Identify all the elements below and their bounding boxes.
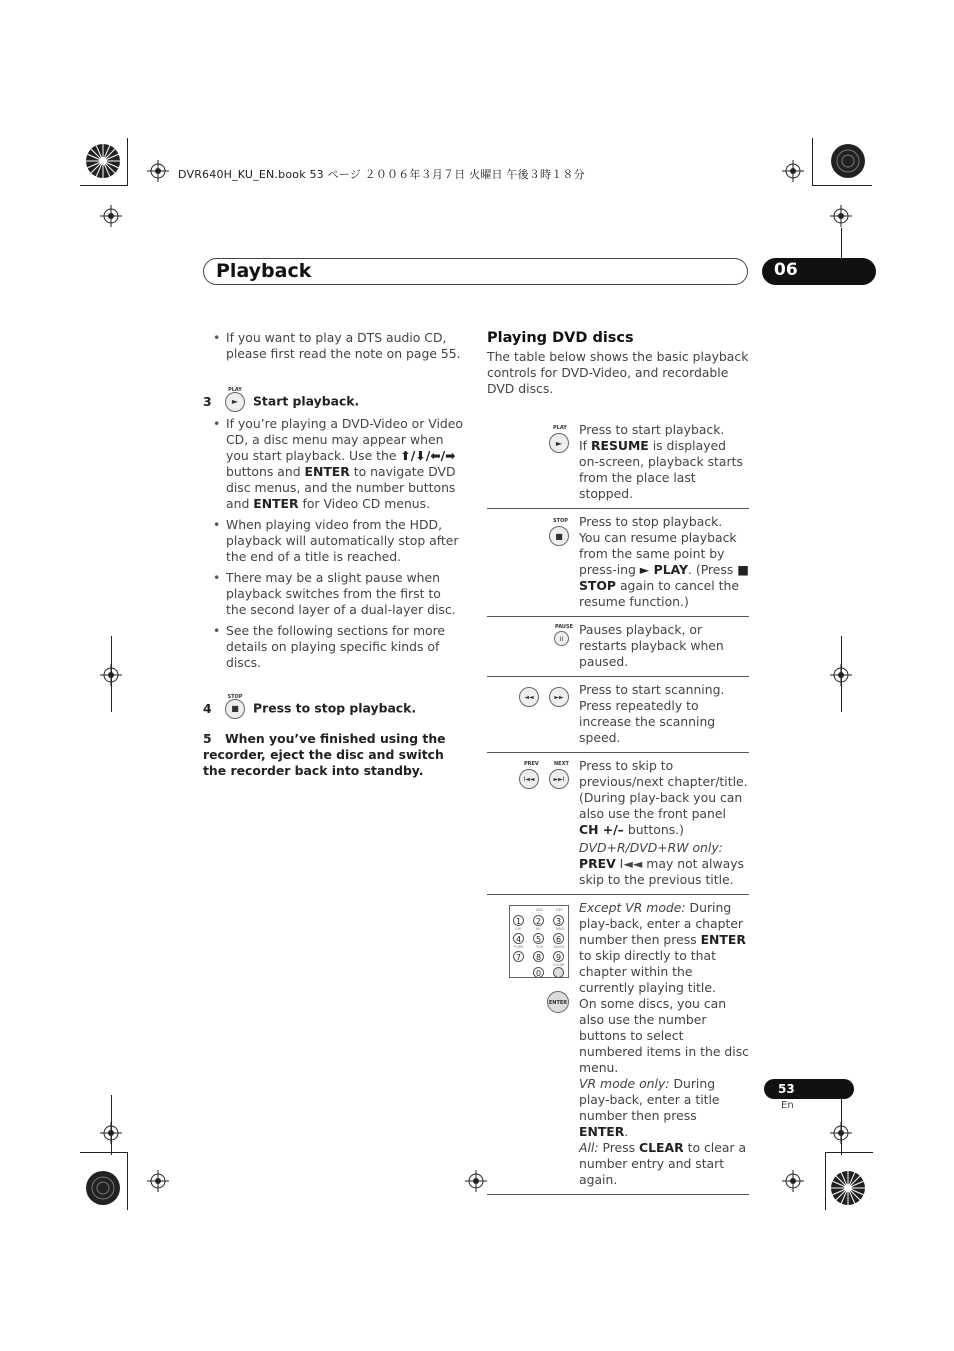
page-language: En <box>781 1100 794 1111</box>
enter-button-icon: ENTER <box>547 991 569 1013</box>
clear-key-icon <box>553 967 564 978</box>
list-item: • If you’re playing a DVD-Video or Video CD, a disc menu may appear when you start playback. Use the ⬆/⬇/⬅/➡ buttons and ENTER to navigate DVD disc menus, and the number buttons and ENTER for Video CD menus. <box>203 416 465 512</box>
crop-line <box>812 185 872 186</box>
table-row: ◄◄ ►► Press to start scanning. Press repeatedly to increase the scanning speed. <box>487 677 749 753</box>
crop-line <box>127 138 128 186</box>
crop-line <box>825 1152 873 1153</box>
table-row: 1 ABC 2 DEF 3 GHI JKL MNO 4 5 6 PQRS TUV WXYZ 7 8 9 CLEAR 0 ENTER Except VR mode: During play-back, enter a chapter number then press ENTER to skip directly to that chapter within the currently playing title. On some discs, you can also use the number buttons to select numbered items in the disc menu. VR mode only: During play-back, enter a title number then press ENTER. All: Press CLEAR to clear a number entry and start again. <box>487 895 749 1195</box>
table-row: PREV I◄◄ NEXT ►►I Press to skip to previous/next chapter/title. (During play-back you can also use the front panel CH +/– buttons.) DVD+R/DVD+RW only: PREV I◄◄ may not always skip to the previous title. <box>487 753 749 895</box>
section-heading: Playing DVD discs <box>487 330 634 346</box>
crop-line <box>825 1152 826 1210</box>
number-keypad-icon: 1 ABC 2 DEF 3 GHI JKL MNO 4 5 6 PQRS TUV WXYZ 7 8 9 CLEAR 0 <box>509 905 569 978</box>
next-button-icon: ►►I <box>549 769 569 789</box>
table-row: PAUSE II Pauses playback, or restarts playback when paused. <box>487 617 749 677</box>
crosshair-mark-icon <box>147 160 169 182</box>
crosshair-mark-icon <box>100 205 122 227</box>
scan-reverse-button-icon: ◄◄ <box>519 687 539 707</box>
crosshair-mark-icon <box>465 1170 487 1192</box>
play-button-icon: PLAY ► <box>225 392 245 412</box>
crop-line <box>80 185 128 186</box>
crop-line <box>111 636 112 712</box>
table-row: STOP ■ Press to stop playback. You can resume playback from the same point by press-ing ► PLAY. (Press ■ STOP again to cancel the resume function.) <box>487 509 749 617</box>
arrow-buttons-icon: ⬆/⬇/⬅/➡ <box>400 448 456 463</box>
crop-line <box>80 1152 128 1153</box>
chapter-number-tab: 06 <box>762 258 876 285</box>
crosshair-mark-icon <box>782 1170 804 1192</box>
page-number: 53 <box>764 1079 854 1099</box>
page-title: Playback <box>216 260 312 282</box>
scan-forward-button-icon: ►► <box>549 687 569 707</box>
list-item: • See the following sections for more details on playing specific kinds of discs. <box>203 623 465 671</box>
left-column <box>203 330 465 779</box>
stop-button-icon: STOP ■ <box>225 699 245 719</box>
crop-line <box>127 1152 128 1210</box>
play-button-icon: ► <box>549 433 569 453</box>
list-item: • If you want to play a DTS audio CD, please first read the note on page 55. <box>203 330 465 362</box>
crosshair-mark-icon <box>782 160 804 182</box>
section-intro: The table below shows the basic playback controls for DVD-Video, and recordable DVD discs. <box>487 349 749 396</box>
registration-starburst-icon <box>829 1169 867 1207</box>
list-item: • When playing video from the HDD, playback will automatically stop after the end of a title is reached. <box>203 517 465 565</box>
registration-starburst-icon <box>84 1169 122 1207</box>
crop-line <box>841 1095 842 1155</box>
prev-button-icon: I◄◄ <box>519 769 539 789</box>
table-row: PLAY ► Press to start playback. If RESUME is displayed on-screen, playback starts from the place last stopped. <box>487 417 749 509</box>
crosshair-mark-icon <box>830 205 852 227</box>
step-3: 3 PLAY ► Start playback. <box>203 392 465 412</box>
pause-button-icon: II <box>554 631 569 646</box>
controls-table <box>487 417 749 1195</box>
list-item: • There may be a slight pause when playback switches from the first to the second layer of a dual-layer disc. <box>203 570 465 618</box>
step-4: 4 STOP ■ Press to stop playback. <box>203 699 465 719</box>
stop-button-icon: ■ <box>549 526 569 546</box>
step-5: 5 When you’ve finished using the recorder, eject the disc and switch the recorder back into standby. <box>203 731 446 778</box>
book-file-info: DVR640H_KU_EN.book 53 ページ ２００６年３月７日 火曜日 午後３時１８分 <box>178 168 585 181</box>
registration-starburst-icon <box>829 142 867 180</box>
crosshair-mark-icon <box>147 1170 169 1192</box>
crop-line <box>812 138 813 186</box>
registration-starburst-icon <box>84 142 122 180</box>
right-column <box>487 330 749 1195</box>
crop-line <box>111 1095 112 1155</box>
crop-line <box>841 228 842 258</box>
crop-line <box>841 636 842 712</box>
